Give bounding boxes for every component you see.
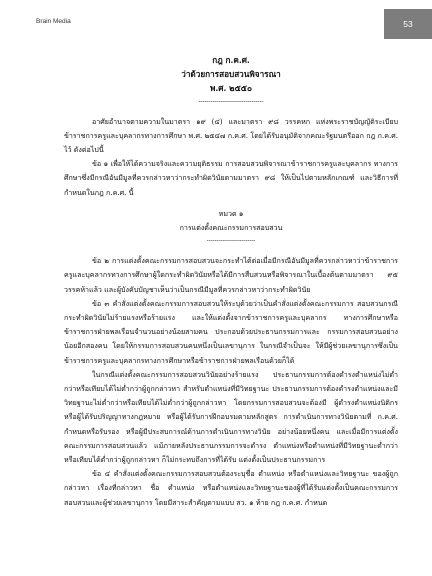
clause-2-paragraph: ข้อ ๒ การแต่งตั้งคณะกรรมการสอบสวนจะกระทำได้ต่อเมื่อมีกรณีอันมีมูลที่ควรกล่าวหาว่าข้าราชการครูและบุคลากรทางการศึกษาผู้ใดกระทำผิดวินัยหรือได้มีการสืบสวนหรือพิจารณาในเบื้องต้นตามมาตรา ๙๕ วรรคห้าแล้ว และผู้บังคับบัญชาเห็นว่าเป็นกรณีมีมูลที่ควรกล่าวหาว่ากระทำผิดวินัย <box>64 256 398 294</box>
clause-4-paragraph: ข้อ ๔ คำสั่งแต่งตั้งคณะกรรมการสอบสวนต้องระบุชื่อ ตำแหน่ง หรือตำแหน่งและวิทยฐานะ ของผู้ถูกกล่าวหา เรื่องที่กล่าวหา ชื่อ ตำแหน่ง หรือตำแหน่งและวิทยฐานะของผู้ที่ได้รับแต่งตั้งเป็นคณะกรรมการสอบสวนและผู้ช่วยเลขานุการ โดยมีสาระสำคัญตามแบบ สว. ๑ ท้าย กฎ ก.ค.ศ. กำหนด <box>64 469 398 507</box>
document-body <box>64 53 398 510</box>
page-number-badge: 53 <box>384 9 432 39</box>
brand-label: Brain Media <box>36 18 71 25</box>
section-divider: ------------------------ <box>206 237 256 245</box>
doc-title-subject: ว่าด้วยการสอบสวนพิจารณา <box>181 69 281 80</box>
title-divider: -------------------------------- <box>198 97 264 105</box>
clause-3-paragraph: ข้อ ๓ คำสั่งแต่งตั้งคณะกรรมการสอบสวนให้ระบุด้วยว่าเป็นคำสั่งแต่งตั้งคณะกรรมการ สอบสวนกรณีกระทำผิดวินัยไม่ร้ายแรงหรือร้ายแรง และให้แต่งตั้งจากข้าราชการครูและบุคลากร ทางการศึกษาหรือข้าราชการฝ่ายพลเรือนจำนวนอย่างน้อยสามคน ประกอบด้วยประธานกรรมการและ กรรมการสอบสวนอย่างน้อยอีกสองคน โดยให้กรรมการสอบสวนคนหนึ่งเป็นเลขานุการ ในกรณีจำเป็นจะ ให้มีผู้ช่วยเลขานุการซึ่งเป็นข้าราชการครูและบุคลากรทางการศึกษาหรือข้าราชการฝ่ายพลเรือนด้วยก็ได้ <box>64 298 398 365</box>
page-header <box>0 0 432 40</box>
doc-title-regulation: กฎ ก.ค.ศ. <box>212 55 250 65</box>
section-title: การแต่งตั้งคณะกรรมการสอบสวน <box>179 223 283 233</box>
clause-3-second-paragraph: ในกรณีแต่งตั้งคณะกรรมการสอบสวนวินัยอย่างร้ายแรง ประธานกรรมการต้องดำรงตำแหน่งไม่ต่ำกว่าหรือเทียบได้ไม่ต่ำกว่าผู้ถูกกล่าวหา สำหรับตำแหน่งที่มีวิทยฐานะ ประธานกรรมการต้องดำรงตำแหน่งและมีวิทยฐานะไม่ต่ำกว่าหรือเทียบได้ไม่ต่ำกว่าผู้ถูกกล่าวหา โดยกรรมการสอบสวนจะต้องมี ผู้ดำรงตำแหน่งนิติกร หรือผู้ได้รับปริญญาทางกฎหมาย หรือผู้ได้รับการฝึกอบรมตามหลักสูตร การดำเนินการทางวินัยตามที่ ก.ค.ศ. กำหนดหรือรับรอง หรือผู้มีประสบการณ์ด้านการดำเนินการทางวินัย อย่างน้อยหนึ่งคน และเมื่อมีการแต่งตั้งคณะกรรมการสอบสวนแล้ว แม้ภายหลังประธานกรรมการจะดำรง ตำแหน่งหรือตำแหน่งที่มีวิทยฐานะต่ำกว่าหรือเทียบได้ต่ำกว่าผู้ถูกกล่าวหา ก็ไม่กระทบถึงการที่ได้รับ แต่งตั้งเป็นประธานกรรมการ <box>64 369 398 465</box>
section-label: หมวด ๑ <box>218 208 244 218</box>
preamble-paragraph: อาศัยอำนาจตามความในมาตรา ๑๙ (๔) และมาตรา ๙๘ วรรคหก แห่งพระราชบัญญัติระเบียบข้าราชการครูและบุคลากรทางการศึกษา พ.ศ. ๒๕๔๗ ก.ค.ศ. โดยได้รับอนุมัติจากคณะรัฐมนตรีออก กฎ ก.ค.ศ. ไว้ ดังต่อไปนี้ <box>64 116 398 155</box>
clause-1-paragraph: ข้อ ๑ เพื่อให้ได้ความจริงและความยุติธรรม การสอบสวนพิจารณาข้าราชการครูและบุคลากร ทางการศึกษาซึ่งมีกรณีอันมีมูลที่ควรกล่าวหาว่ากระทำผิดวินัยตามมาตรา ๙๘ ให้เป็นไปตามหลักเกณฑ์ และวิธีการที่กำหนดในกฎ ก.ค.ศ. นี้ <box>64 159 398 197</box>
doc-title-year: พ.ศ. ๒๕๕๐ <box>210 83 252 94</box>
